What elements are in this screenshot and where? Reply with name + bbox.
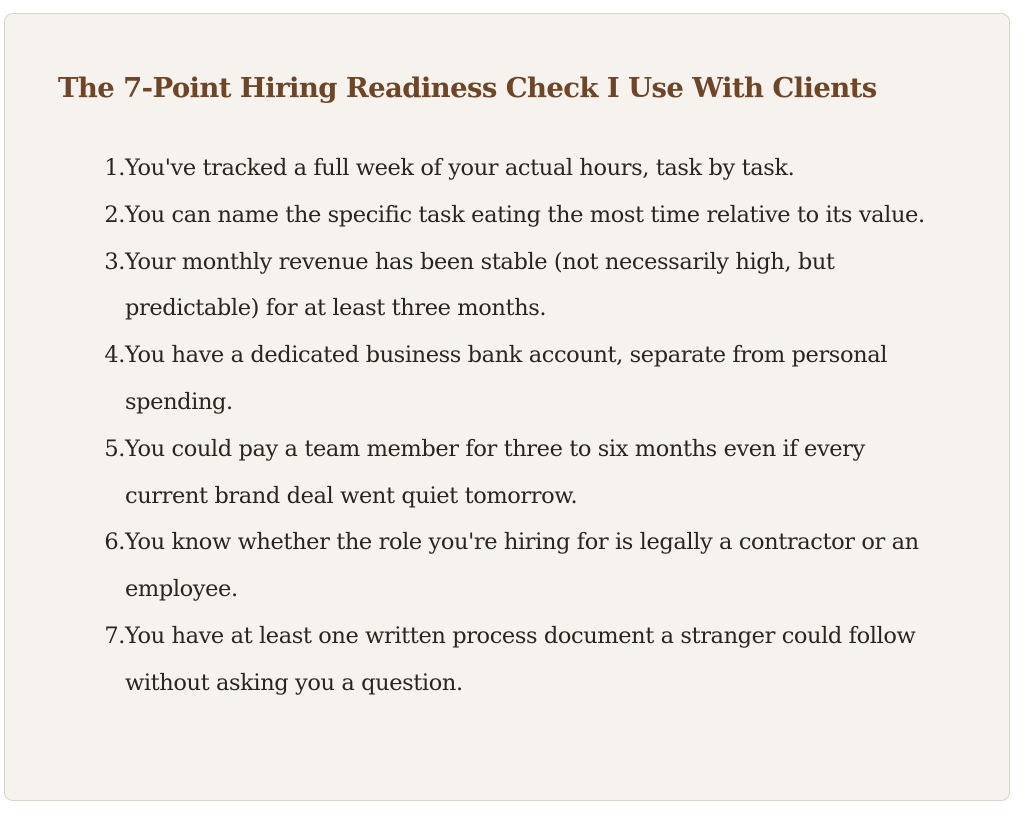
list-item-number: 6. (104, 529, 125, 556)
list-item-number: 1. (104, 155, 125, 181)
list-item-number: 3. (104, 248, 125, 275)
list-item-text: You have at least one written process document a stranger could follow without asking you a question. (125, 622, 916, 696)
list-item (104, 145, 945, 192)
checklist-card (4, 13, 1010, 801)
list-item (104, 426, 945, 520)
list-item (104, 239, 945, 333)
list-item-text: You've tracked a full week of your actual hours, task by task. (125, 155, 795, 181)
list-item-text: You can name the specific task eating the most time relative to its value. (125, 201, 925, 228)
list-item (104, 519, 945, 613)
list-item-text: Your monthly revenue has been stable (not necessarily high, but predictable) for at least three months. (125, 248, 835, 322)
list-item-number: 7. (104, 622, 125, 649)
card-title: The 7-Point Hiring Readiness Check I Use With Clients (58, 72, 877, 104)
list-item (104, 613, 945, 707)
list-item-text: You know whether the role you're hiring for is legally a contractor or an employee. (125, 529, 919, 603)
list-item (104, 332, 945, 426)
list-item-number: 2. (104, 201, 125, 228)
readiness-checklist (104, 145, 945, 707)
list-item-number: 4. (104, 342, 125, 369)
list-item-text: You have a dedicated business bank account, separate from personal spending. (125, 342, 888, 415)
list-item-number: 5. (104, 435, 125, 462)
list-item-text: You could pay a team member for three to six months even if every current brand deal went quiet tomorrow. (125, 435, 865, 509)
list-item (104, 192, 945, 239)
